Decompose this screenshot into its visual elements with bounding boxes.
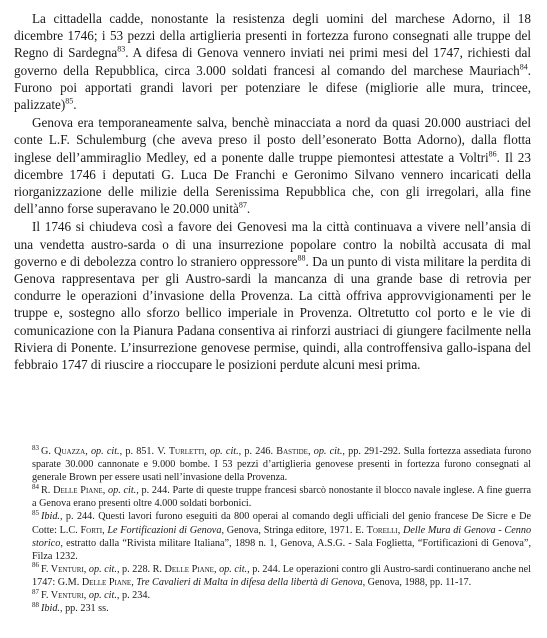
footnote-ref-86: 86 — [488, 149, 497, 159]
footnote-84: $^{84}$ R. Delle Piane, op. cit., p. 244. Parte di queste truppe francesi sbarcò nonostante il blocco navale inglese. A fine guerra a Genova erano presenti oltre 4.000 soldati borbonici. — [32, 482, 532, 510]
footnote-88: $^{88}$ Ibid., pp. 231 ss. — [32, 600, 109, 615]
paragraph-2: Genova era temporaneamente salva, benchè minacciata a nord da quasi 20.000 austriaci del conte L.F. Schulemburg (che aveva preso il posto dell’esonerato Botta Adorno), dalla flotta inglese dell’ammiraglio Medley, ed a ponente dalle truppe piemontesi attestate a Voltri$^{86}$. Il 23 dicembre 1746 i deputati G. Luca De Franchi e Geronimo Silvano vennero incaricati della riorganizzazione delle milizie della Serenissima Repubblica che, con gli irregolari, alla fine dell’anno forse superavano le 20.000 unità$^{87}$. — [14, 115, 531, 217]
footnote-ref-83: 83 — [117, 45, 126, 55]
footnote-85: $^{85}$ Ibid., p. 244. Questi lavori furono eseguiti da 800 operai al comando degli ufficiali del genio francese De Sicre e De Cotte: L.C. Forti, Le Fortificazioni di Genova, Genova, Stringa editore, 1971. E. Torelli, Delle Mura di Genova - Cenno storico, estratto dalla “Rivista militare Italiana”, 1898 n. 1, Genova, A.S.G. - Sala Foglietta, “Fortificazioni di Genova”, Filza 1232. — [32, 509, 532, 562]
footnote-ref-84: 84 — [519, 62, 528, 72]
main-text — [14, 10, 531, 373]
footnote-83: $^{83}$ G. Quazza, op. cit., p. 851. V. Turletti, op. cit., p. 246. Bastide, op. cit., pp. 291-292. Sulla fortezza assediata furono sparate 30.000 cannonate e 9.000 bombe. I 53 pezzi d’artiglieria genovese presenti in fortezza furono consegnati al generale Brown per essere usati nell’invasione della Provenza. — [32, 443, 532, 484]
footnote-ref-87: 87 — [238, 200, 247, 210]
footnote-86: $^{86}$ F. Venturi, op. cit., p. 228. R. Delle Piane, op. cit., p. 244. Le operazioni contro gli Austro-sardi continuerano anche nel 1747: G.M. Delle Piane, Tre Cavalieri di Malta in difesa della libertà di Genova, Genova, 1988, pp. 11-17. — [32, 561, 531, 588]
paragraph-1: La cittadella cadde, nonostante la resistenza degli uomini del marchese Adorno, il 18 dicembre 1746; i 53 pezzi della artiglieria presenti in fortezza furono consegnati alle truppe del Regno di Sardegna$^{83}$. A difesa di Genova vennero inviati nei primi mesi del 1747, richiesti dal governo della Repubblica, circa 3.000 soldati francesi al comando del marchese Mauriach$^{84}$. Furono poi apportati grandi lavori per potenziare le difese (migliorie alle mura, trincee, palizzate)$^{85}$. — [14, 11, 531, 113]
paragraph-3: Il 1746 si chiudeva così a favore dei Genovesi ma la città continuava a vivere nell’ansia di una vendetta austro-sarda o di una insurrezione popolare contro la nobiltà accusata di mal governo e di debolezza contro lo straniero oppressore$^{88}$. Da un punto di vista militare la perdita di Genova rappresentava per gli Austro-sardi la mancanza di una grande base di retrovia per condurre le operazioni d’invasione della Provenza. La città offriva approvvigionamenti per le truppe e, sostegno allo sforzo bellico imperiale in Provenza. Oltretutto col porto e le vie di comunicazione con la Pianura Padana consentiva ai rinforzi austriaci di giungere facilmente nella Riviera di Ponente. L’insurrezione genovese permise, quindi, alla controffensiva gallo-ispana del febbraio 1747 di riuscire a rioccupare le posizioni perdute alcuni mesi prima. — [14, 219, 531, 373]
footnote-ref-85: 85 — [65, 96, 74, 106]
footnote-87: $^{87}$ F. Venturi, op. cit., p. 234. — [32, 587, 150, 602]
footnote-ref-88: 88 — [297, 253, 306, 263]
footnotes — [32, 445, 531, 615]
